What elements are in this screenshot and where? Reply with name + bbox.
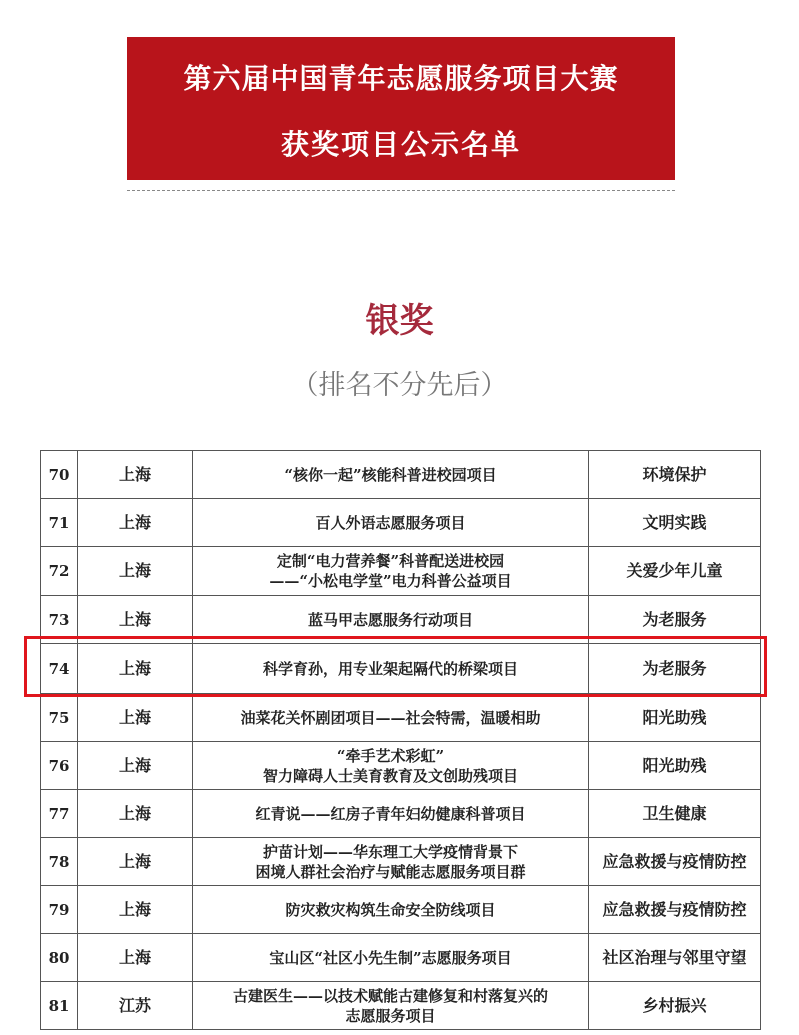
row-number: 70 <box>41 451 78 499</box>
row-project <box>193 451 589 499</box>
row-category: 文明实践 <box>589 499 761 547</box>
row-number: 81 <box>41 982 78 1030</box>
row-number: 75 <box>41 694 78 742</box>
project-line: 智力障碍人士美育教育及文创助残项目 <box>262 766 518 785</box>
banner-title-line1: 第六届中国青年志愿服务项目大赛 <box>183 62 619 95</box>
project-line: 红青说——红房子青年妇幼健康科普项目 <box>255 804 526 823</box>
row-province: 上海 <box>78 596 193 644</box>
row-number: 76 <box>41 742 78 790</box>
table-row <box>41 838 761 886</box>
table-row <box>41 547 761 596</box>
project-line: 志愿服务项目 <box>345 1006 436 1025</box>
row-number: 77 <box>41 790 78 838</box>
row-province: 上海 <box>78 790 193 838</box>
project-line: 防灾救灾构筑生命安全防线项目 <box>285 900 496 919</box>
row-project <box>193 790 589 838</box>
row-number: 72 <box>41 547 78 596</box>
project-line: 定制“电力营养餐”科普配送进校园 <box>276 552 505 570</box>
row-number: 71 <box>41 499 78 547</box>
table-row <box>41 982 761 1030</box>
row-category: 环境保护 <box>589 451 761 499</box>
row-category: 卫生健康 <box>589 790 761 838</box>
row-category: 应急救援与疫情防控 <box>589 886 761 934</box>
row-project <box>193 499 589 547</box>
project-line: 蓝马甲志愿服务行动项目 <box>307 610 473 629</box>
row-project <box>193 547 589 596</box>
project-line: 护苗计划——华东理工大学疫情背景下 <box>262 842 518 861</box>
row-category: 为老服务 <box>589 596 761 644</box>
row-province: 上海 <box>78 644 193 694</box>
row-number: 78 <box>41 838 78 886</box>
title-banner <box>127 37 675 180</box>
project-line: “核你一起”核能科普进校园项目 <box>284 465 497 484</box>
row-project <box>193 838 589 886</box>
table-row <box>41 499 761 547</box>
dashed-divider <box>127 190 675 191</box>
row-project <box>193 934 589 982</box>
row-province: 江苏 <box>78 982 193 1030</box>
project-line: ——“小松电学堂”电力科普公益项目 <box>269 572 512 590</box>
row-number: 80 <box>41 934 78 982</box>
row-province: 上海 <box>78 499 193 547</box>
award-table <box>40 450 761 1030</box>
row-number: 73 <box>41 596 78 644</box>
project-line: “牵手艺术彩虹” <box>336 746 445 765</box>
row-number: 74 <box>41 644 78 694</box>
table-row <box>41 934 761 982</box>
table-row <box>41 694 761 742</box>
row-number: 79 <box>41 886 78 934</box>
project-line: 百人外语志愿服务项目 <box>315 513 466 532</box>
row-province: 上海 <box>78 886 193 934</box>
table-row <box>41 742 761 790</box>
row-province: 上海 <box>78 742 193 790</box>
row-category: 阳光助残 <box>589 694 761 742</box>
row-project <box>193 694 589 742</box>
project-line: 油菜花关怀剧团项目——社会特需，温暖相助 <box>240 708 541 727</box>
project-line: 古建医生——以技术赋能古建修复和村落复兴的 <box>232 986 548 1005</box>
row-category: 乡村振兴 <box>589 982 761 1030</box>
table-row <box>41 790 761 838</box>
row-province: 上海 <box>78 694 193 742</box>
row-category: 为老服务 <box>589 644 761 694</box>
row-category: 阳光助残 <box>589 742 761 790</box>
project-line: 科学育孙，用专业架起隔代的桥梁项目 <box>262 659 518 678</box>
project-line: 宝山区“社区小先生制”志愿服务项目 <box>269 948 512 967</box>
row-category: 关爱少年儿童 <box>589 547 761 596</box>
row-category: 社区治理与邻里守望 <box>589 934 761 982</box>
row-project <box>193 886 589 934</box>
table-row <box>41 451 761 499</box>
row-province: 上海 <box>78 547 193 596</box>
row-project <box>193 742 589 790</box>
banner-title-line2: 获奖项目公示名单 <box>280 128 521 161</box>
row-province: 上海 <box>78 451 193 499</box>
row-province: 上海 <box>78 934 193 982</box>
highlight-box-row-74 <box>24 636 767 697</box>
award-heading: 银奖 <box>365 301 434 341</box>
project-line: 困境人群社会治疗与赋能志愿服务项目群 <box>255 862 526 881</box>
row-province: 上海 <box>78 838 193 886</box>
ranking-note: （排名不分先后） <box>291 370 508 401</box>
row-category: 应急救援与疫情防控 <box>589 838 761 886</box>
row-project <box>193 982 589 1030</box>
table-row <box>41 886 761 934</box>
